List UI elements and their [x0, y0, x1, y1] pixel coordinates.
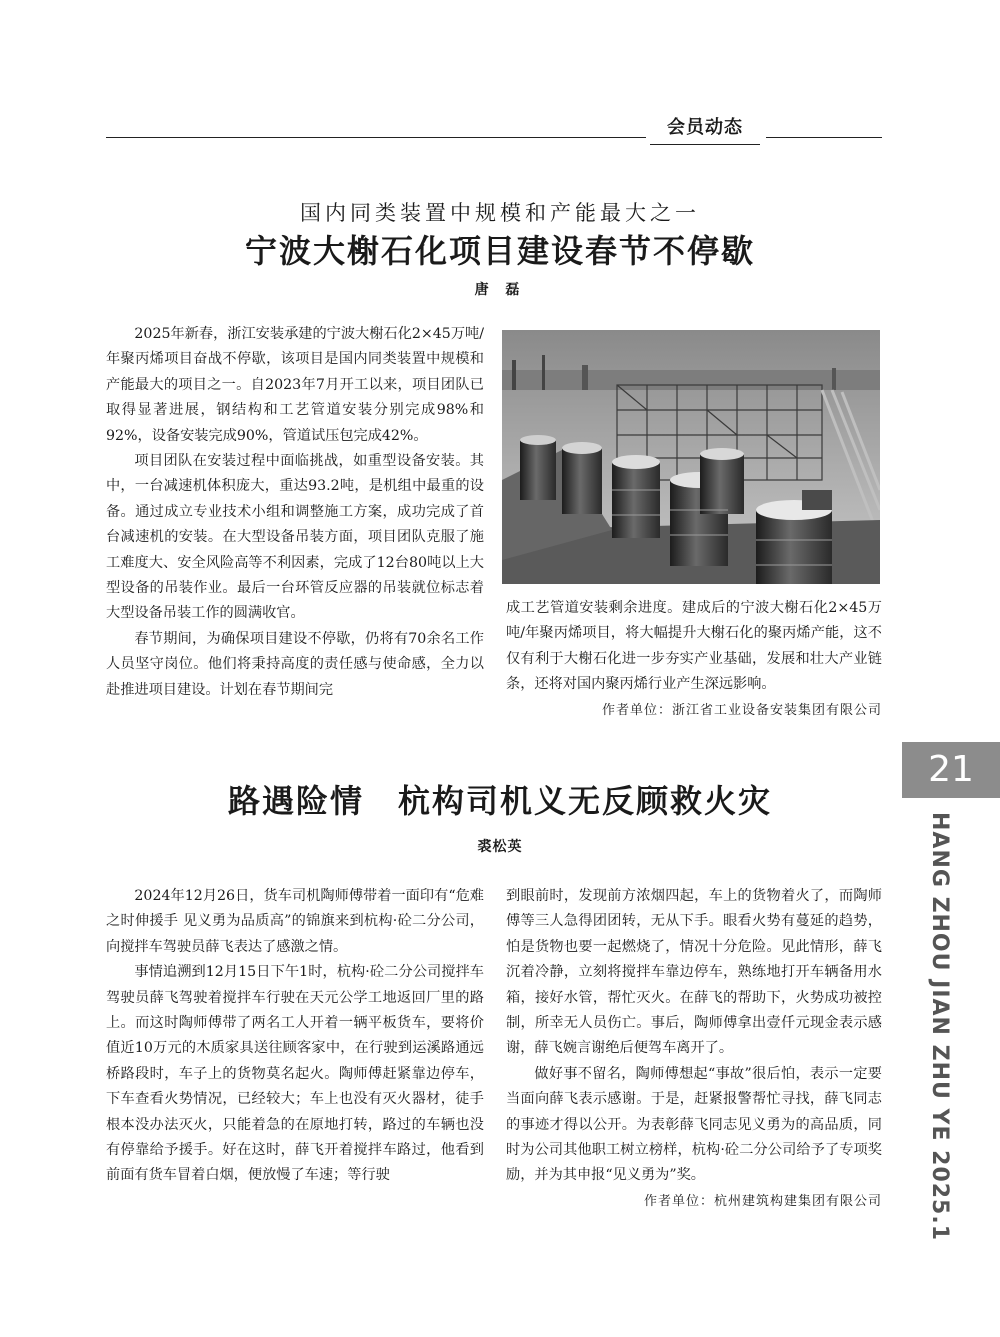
article2-title: 路遇险情 杭构司机义无反顾救火灾: [227, 782, 772, 820]
article2-paragraph: 事情追溯到12月15日下午1时，杭构·砼二分公司搅拌车驾驶员薛飞驾驶着搅拌车行驶在天元公学工地返回厂里的路上。而这时陶师傅带了两名工人开着一辆平板货车，要将价值近10万元的木质家具送往顾客家中，在行驶到运溪路通远桥路段时，车子上的货物莫名起火。陶师傅赶紧靠边停车，下车查看火势情况，已经较大；车上也没有灭火器材，徒手根本没办法灭火，只能着急的在原地打转，路过的车辆也没有停靠给予援手。好在这时，薛飞开着搅拌车路过，他看到前面有货车冒着白烟，便放慢了车速；等行驶: [106, 964, 484, 1184]
article1-left-column: [106, 322, 484, 703]
article2-credit: 作者单位：杭州建筑构建集团有限公司: [643, 1193, 882, 1209]
article2-paragraph: 做好事不留名，陶师傅想起“事故”很后怕，表示一定要当面向薛飞表示感谢。于是，赶紧报警帮忙寻找，薛飞同志的事迹才得以公开。为表彰薛飞同志见义勇为的高品质，同时为公司其他职工树立榜样，杭构·砼二分公司给予了专项奖励，并为其申报“见义勇为”奖。: [506, 1065, 882, 1184]
article1-author: 唐 磊: [474, 282, 526, 298]
article2-paragraph: 到眼前时，发现前方浓烟四起，车上的货物着火了，而陶师傅等三人急得团团转，无从下手。眼看火势有蔓延的趋势，怕是货物也要一起燃烧了，情况十分危险。见此情形，薛飞沉着冷静，立刻将搅拌车靠边停车，熟练地打开车辆备用水箱，接好水管，帮忙灭火。在薛飞的帮助下，火势成功被控制，所幸无人员伤亡。事后，陶师傅拿出壹仟元现金表示感谢，薛飞婉言谢绝后便驾车离开了。: [506, 888, 882, 1057]
article1-title: 宁波大榭石化项目建设春节不停歇: [244, 232, 755, 270]
article1-paragraph: 春节期间，为确保项目建设不停歇，仍将有70余名工作人员坚守岗位。他们将秉持高度的责任感与使命感，全力以赴推进项目建设。计划在春节期间完: [106, 630, 484, 698]
article2-left-column: [106, 884, 484, 1189]
article2-author: 裘松英: [477, 839, 523, 855]
article1-right-column: [506, 596, 882, 723]
header-rule-left: [106, 137, 646, 138]
article1-paragraph: 2025年新春，浙江安装承建的宁波大榭石化2×45万吨/年聚丙烯项目奋战不停歇，该项目是国内同类装置中规模和产能最大的项目之一。自2023年7月开工以来，项目团队已取得显著进展，钢结构和工艺管道安装分别完成98%和92%，设备安装完成90%，管道试压包完成42%。: [106, 326, 484, 444]
journal-name: HANG ZHOU JIAN ZHU YE 2025.1: [927, 812, 952, 1242]
article1-paragraph: 成工艺管道安装剩余进度。建成后的宁波大榭石化2×45万吨/年聚丙烯项目，将大幅提升大榭石化的聚丙烯产能，这不仅有利于大榭石化进一步夯实产业基础，发展和壮大产业链条，还将对国内聚丙烯行业产生深远影响。: [506, 600, 882, 693]
refinery-illustration: [502, 330, 880, 584]
article2-right-column: [506, 884, 882, 1214]
article1-credit: 作者单位：浙江省工业设备安装集团有限公司: [601, 702, 882, 718]
header-rule-right: [766, 137, 882, 138]
journal-vertical-label: [912, 812, 952, 1242]
article2-paragraph: 2024年12月26日，货车司机陶师傅带着一面印有“危难之时伸援手 见义勇为品质高”的锦旗来到杭构·砼二分公司，向搅拌车驾驶员薛飞表达了感激之情。: [106, 888, 484, 955]
refinery-photo: [502, 330, 880, 584]
article1-paragraph: 项目团队在安装过程中面临挑战，如重型设备安装。其中，一台减速机体积庞大，重达93.2吨，是机组中最重的设备。通过成立专业技术小组和调整施工方案，成功完成了首台减速机的安装。在大型设备吊装方面，项目团队克服了施工难度大、安全风险高等不利因素，完成了12台80吨以上大型设备的吊装作业。最后一台环管反应器的吊装就位标志着大型设备吊装工作的圆满收官。: [106, 453, 484, 622]
article1-kicker: 国内同类装置中规模和产能最大之一: [300, 201, 700, 225]
page-number: 21: [902, 742, 1000, 798]
section-label: 会员动态: [650, 114, 760, 145]
